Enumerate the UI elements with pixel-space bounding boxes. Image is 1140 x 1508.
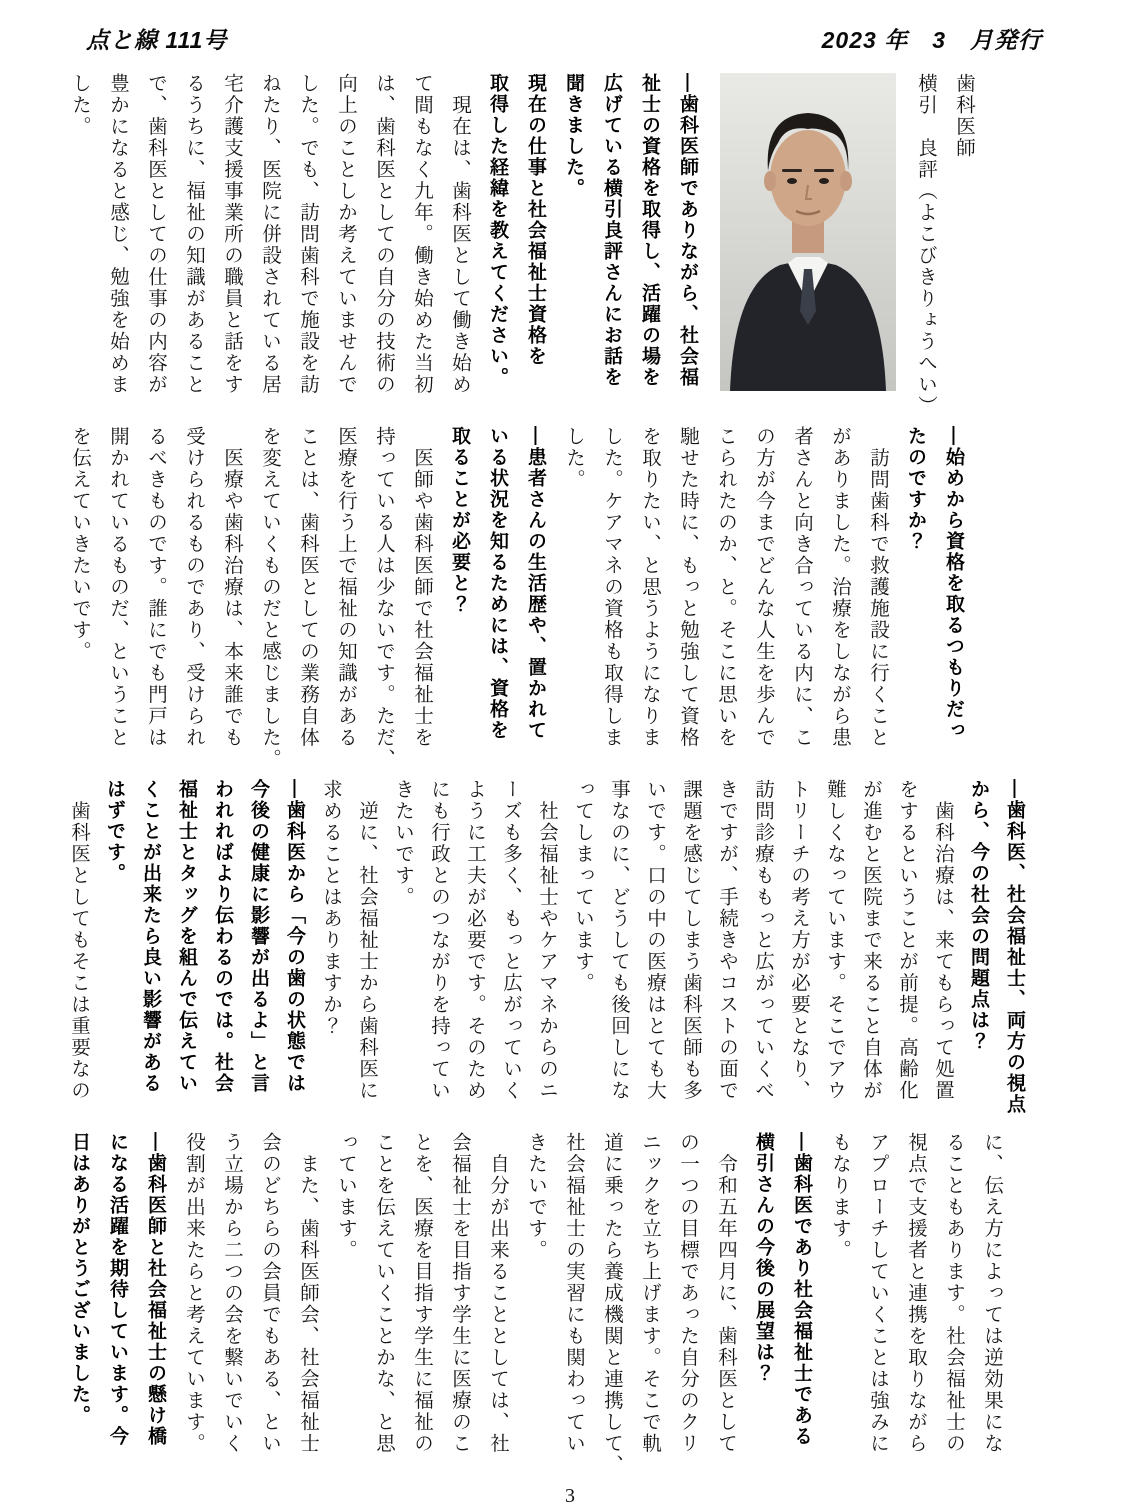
article-text-line: 歯科医師	[953, 73, 974, 159]
article-text-line: した。でも、訪問歯科で施設を訪	[297, 73, 318, 396]
article-text-line: もなります。	[829, 1132, 850, 1261]
interview-question-line: たのですか？	[905, 426, 926, 552]
issue-date: 2023 年 3 月発行	[821, 27, 1042, 53]
article-text-line: を取りたい、と思うようになりま	[639, 426, 660, 749]
article-text-line: が進むと医院まで来ること自体が	[860, 779, 881, 1102]
article-text-line: 者さんと向き合っている内に、こ	[791, 426, 812, 749]
article-text-line: 令和五年四月に、歯科医として	[715, 1132, 736, 1455]
article-text-line: した。	[563, 426, 584, 491]
article-text-line: るうちに、福祉の知識があること	[183, 73, 204, 396]
interview-question-line: ―始めから資格を取るつもりだっ	[943, 426, 964, 741]
newsletter-title: 点と線 111号	[86, 27, 228, 53]
article-text-line: 馳せた時に、もっと勉強して資格	[677, 426, 698, 749]
article-text-line: ことを伝えていくことかな、と思	[373, 1132, 394, 1455]
page-header	[0, 0, 1140, 59]
article-text-line: 会福祉士を目指す学生に医療のこ	[449, 1132, 470, 1455]
article-text-line: 横引 良評（よこびきりょうへい）	[915, 73, 936, 417]
interview-question-line: われればより伝わるのでは。社会	[212, 779, 233, 1094]
article-text-line: ことは、歯科医としての業務自体	[297, 426, 318, 749]
interview-question-line: いる状況を知るためには、資格を	[487, 426, 508, 741]
article-text-line: アプローチしていくことは強みに	[867, 1132, 888, 1455]
interview-question-line: 取ることが必要と？	[449, 426, 470, 615]
interview-question-line: ―歯科医師と社会福祉士の懸け橋	[145, 1132, 166, 1447]
interview-question-line: 福祉士とタッグを組んで伝えてい	[176, 779, 197, 1094]
article-band-1	[60, 73, 982, 418]
article-text-line: で、歯科医としての仕事の内容が	[145, 73, 166, 396]
article-text-line: 視点で支援者と連携を取りながら	[905, 1132, 926, 1455]
article-text-line: 社会福祉士やケアマネからのニ	[536, 779, 557, 1102]
interview-question-line: 今後の健康に影響が出るよ」と言	[248, 779, 269, 1094]
article-text-line: 持っている人は少ないです。ただ、	[373, 426, 394, 770]
article-text-line: 受けられるものであり、受けられ	[183, 426, 204, 749]
article-text-line: 事なのに、どうしても後回しにな	[608, 779, 629, 1102]
interview-question-line: 横引さんの今後の展望は？	[753, 1132, 774, 1384]
article-text-line: 医師や歯科医師で社会福祉士を	[411, 426, 432, 749]
interview-question-line: になる活躍を期待しています。今	[107, 1132, 128, 1447]
article-text-line: ることもあります。社会福祉士の	[943, 1132, 964, 1455]
article-text-line: の一つの目標であった自分のクリ	[677, 1132, 698, 1455]
article-text-line: した。ケアマネの資格も取得しま	[601, 426, 622, 749]
article-text-line: 医療や歯科治療は、本来誰でも	[221, 426, 242, 749]
interview-question-line: 取得した経緯を教えてください。	[487, 73, 508, 388]
article-text-line: ように工夫が必要です。そのため	[464, 779, 485, 1102]
article-text-line: にも行政とのつながりを持ってい	[428, 779, 449, 1102]
article-text-line: を変えていくものだと感じました。	[259, 426, 280, 770]
interview-question-line: 広げている横引良評さんにお話を	[601, 73, 622, 388]
article-text-line: また、歯科医師会、社会福祉士	[297, 1132, 318, 1455]
article-text-line: 社会福祉士の実習にも関わってい	[563, 1132, 584, 1455]
interview-question-line: 聞きました。	[563, 73, 584, 199]
article-text-line: 医療を行う上で福祉の知識がある	[335, 426, 356, 749]
article-text-line: 豊かになると感じ、勉強を始めま	[107, 73, 128, 396]
article-text-line: 歯科医としてもそこは重要なの	[68, 779, 89, 1102]
article-text-line: て間もなく九年。働き始めた当初	[411, 73, 432, 396]
article-band-4	[60, 1132, 1010, 1477]
article-band-2	[60, 426, 972, 771]
interview-question-line: ―歯科医から「今の歯の状態では	[284, 779, 305, 1094]
page-number: 3	[565, 1485, 575, 1507]
article-text-line: 訪問歯科で救護施設に行くこと	[867, 426, 888, 749]
interview-question-line: ―歯科医、社会福祉士、両方の視点	[1004, 779, 1025, 1115]
article-text-line: きですが、手続きやコストの面で	[716, 779, 737, 1102]
article-text-line: 訪問診療ももっと広がっていくべ	[752, 779, 773, 1102]
article-text-line: トリーチの考え方が必要となり、	[788, 779, 809, 1102]
article-text-line: ねたり、医院に併設されている居	[259, 73, 280, 396]
article-text-line: に、伝え方によっては逆効果にな	[981, 1132, 1002, 1455]
article-text-line: 向上のことしか考えていませんで	[335, 73, 356, 396]
article-text-line: う立場から二つの会を繋いでいく	[221, 1132, 242, 1455]
article-text-line: は、歯科医としての自分の技術の	[373, 73, 394, 396]
article-text-line: 難しくなっています。そこでアウ	[824, 779, 845, 1102]
article-text-line: っています。	[335, 1132, 356, 1261]
interview-question-line: 祉士の資格を取得し、活躍の場を	[639, 73, 660, 388]
article-text-line: 逆に、社会福祉士から歯科医に	[356, 779, 377, 1102]
interview-question-line: 現在の仕事と社会福祉士資格を	[525, 73, 546, 367]
article-text-line: きたいです。	[392, 779, 413, 908]
interview-question-line: ―歯科医師でありながら、社会福	[677, 73, 698, 388]
article-text-line: こられたのか、と。そこに思いを	[715, 426, 736, 749]
article-text-line: 自分が出来ることとしては、社	[487, 1132, 508, 1455]
article-text-line: るべきものです。誰にでも門戸は	[145, 426, 166, 749]
interview-question-line: くことが出来たら良い影響がある	[140, 779, 161, 1094]
article-text-line: きたいです。	[525, 1132, 546, 1261]
article-text-line: 現在は、歯科医として働き始め	[449, 73, 470, 396]
interviewee-portrait	[720, 73, 896, 391]
article-text-line: ーズも多く、もっと広がっていく	[500, 779, 521, 1102]
article-text-line: 求めることはありますか？	[320, 779, 341, 1037]
interview-question-line: から、今の社会の問題点は？	[968, 779, 989, 1052]
interview-question-line: ―歯科医であり社会福祉士である	[791, 1132, 812, 1447]
article-text-line: とを、医療を目指す学生に福祉の	[411, 1132, 432, 1455]
article-text-line: ニックを立ち上げます。そこで軌	[639, 1132, 660, 1455]
article-text-line: を伝えていきたいです。	[69, 426, 90, 663]
article-text-line: 歯科治療は、来てもらって処置	[932, 779, 953, 1102]
article-text-line: 役割が出来たらと考えています。	[183, 1132, 204, 1455]
article-text-line: がありました。治療をしながら患	[829, 426, 850, 749]
article-text-line: をするということが前提。高齢化	[896, 779, 917, 1102]
article-band-3	[60, 779, 1032, 1124]
interview-question-line: 日はありがとうございました。	[69, 1132, 90, 1426]
article-text-line: 道に乗ったら養成機関と連携して、	[601, 1132, 622, 1476]
article-text-line: 宅介護支援事業所の職員と話をす	[221, 73, 242, 396]
interview-question-line: はずです。	[104, 779, 125, 884]
article-text-line: の方が今までどんな人生を歩んで	[753, 426, 774, 749]
article-text-line: した。	[69, 73, 90, 138]
article-text-line: ってしまっています。	[572, 779, 593, 994]
article-text-line: 開かれているものだ、ということ	[107, 426, 128, 749]
article-text-line: 課題を感じてしまう歯科医師も多	[680, 779, 701, 1102]
article-text-line: 会のどちらの会員でもある、とい	[259, 1132, 280, 1455]
page-footer	[0, 1485, 1140, 1508]
portrait-photo-image	[720, 73, 896, 391]
interview-question-line: ―患者さんの生活歴や、置かれて	[525, 426, 546, 741]
article-text-line: いです。口の中の医療はとても大	[644, 779, 665, 1102]
